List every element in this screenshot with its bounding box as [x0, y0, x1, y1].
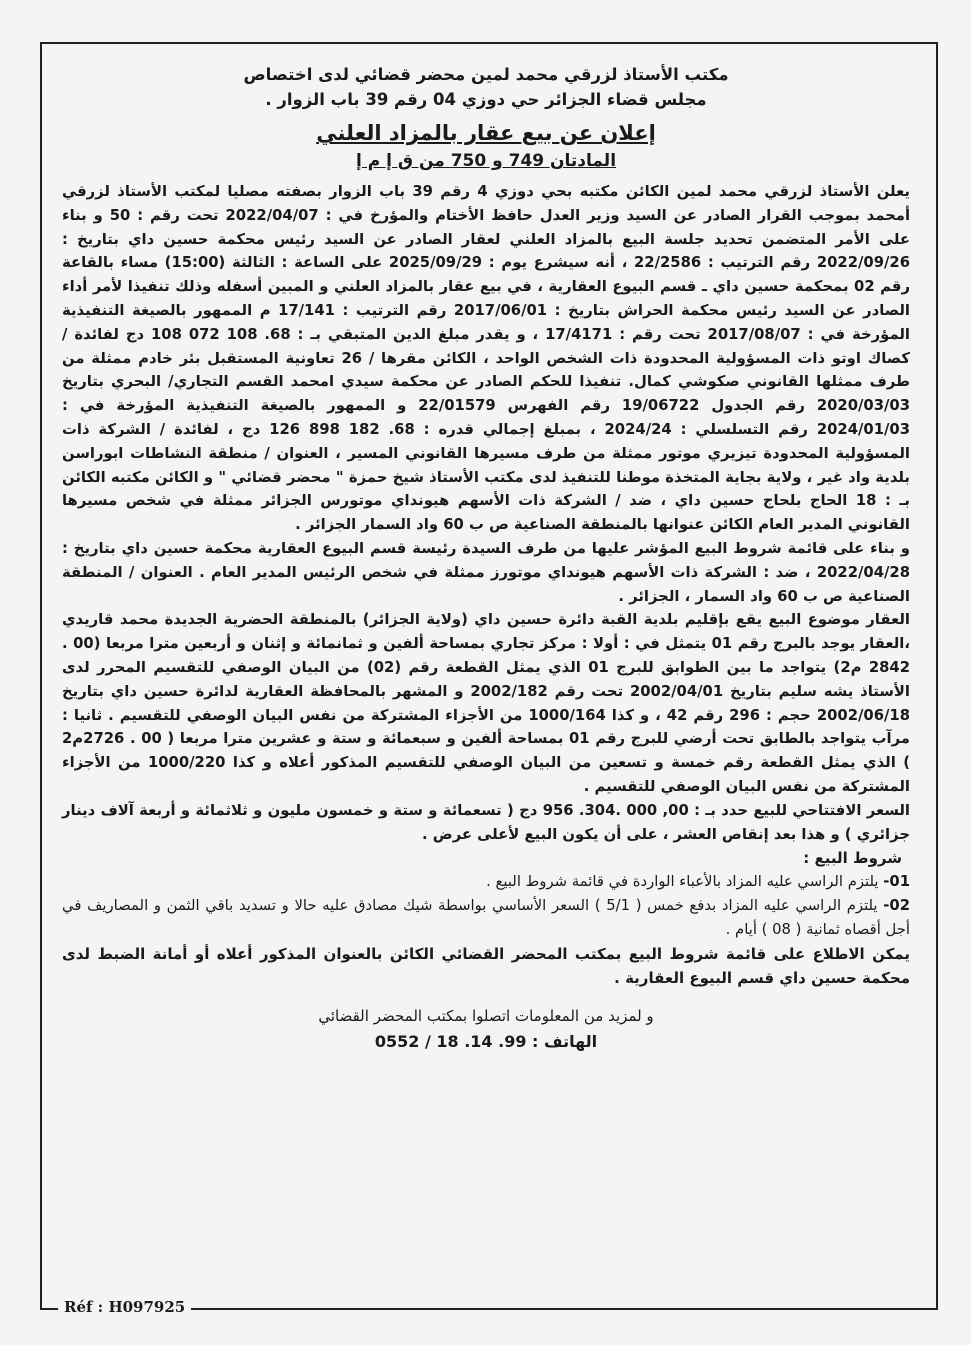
condition-number: 01- [883, 873, 910, 891]
contact-line: و لمزيد من المعلومات اتصلوا بمكتب المحضر القضائي [318, 1006, 654, 1025]
body-paragraph-conditions-list: و بناء على قائمة شروط البيع المؤشر عليها من طرف السيدة رئيسة قسم البيوع العقارية محكمة حسين داي بتاريخ : 2022/04/28 ، ضد : الشركة ذات الأسهم هيونداي موتورز ممثلة في شخص الرئيس المدير العام . العنوان / المنطقة الصناعية ص ب 60 واد السمار ، الجزائر . [62, 539, 910, 605]
legal-articles: المادتان 749 و 750 من ق إ م إ [355, 151, 617, 171]
reference-number: Réf : H097925 [58, 1298, 191, 1316]
body-paragraph-opening-price: السعر الافتتاحي للبيع حدد بـ : 00, 000 .304. 956 دج ( تسعمائة و ستة و خمسون مليون و ثلاثمائة و أربعة آلاف دينار جزائري ) و هذا بعد إنقاص العشر ، على أن يكون البيع لأعلى عرض . [62, 801, 911, 843]
condition-text: يلتزم الراسي عليه المزاد بالأعباء الواردة في قائمة شروط البيع . [486, 873, 879, 891]
sale-condition-item [62, 894, 910, 942]
body-paragraph-main: يعلن الأستاذ لزرقي محمد لمين الكائن مكتبه بحي دوزي 4 رقم 39 باب الزوار بصفته مصليا لمكتب الأستاذ لزرقي أمحمد بموجب القرار الصادر عن السيد وزير العدل حافظ الأختام والمؤرخ في : 2022/04/07 تحت رقم : 50 و بناء على الأمر المتضمن تحديد جلسة البيع بالمزاد العلني لعقار الصادر عن السيد رئيس محكمة حسين داي بتاريخ : 2022/09/26 رقم الترتيب : 22/2586 ، أنه سيشرع يوم : 2025/09/29 على الساعة : الثالثة (15:00) مساء بالقاعة رقم 02 بمحكمة حسين داي ـ قسم البيوع العقارية ، في بيع عقار بالمزاد العلني و المبين أسفله وذلك تنفيذا لأمر أداء الصادر عن السيد رئيس محكمة الحراش بتاريخ : 2017/06/01 رقم الترتيب : 17/141 م الممهور بالصيغة التنفيذية المؤرخة في : 2017/08/07 تحت رقم : 17/4171 ، و يقدر مبلغ الدين المتبقي بـ : 68. 108 072 108 دج لفائدة / كصاك اوتو ذات المسؤولية المحدودة ذات الشخص الواحد ، الكائن مقرها / 26 تعاونية المستقبل بئر خادم ممثلة من طرف ممثلها القانوني صكوشي كمال. تنفيذا للحكم الصادر عن محكمة سيدي امحمد القسم التجاري/ البحري بتاريخ 2020/03/03 رقم الجدول 19/06722 رقم الفهرس 22/01579 و الممهور بالصيغة التنفيذية المؤرخة في : 2024/01/03 رقم التسلسلي : 2024/24 ، بمبلغ إجمالي قدره : 68. 182 898 126 دج ، لفائدة / الشركة ذات المسؤولية المحدودة تيزيري موتور ممثلة من طرف مسيرها القانوني المسير ، العنوان / منطقة النشاطات ابوراسن بلدية واد غير ، ولاية بجاية المتخذة موطنا للتنفيذ لدى مكتب الأستاذ شيخ حمزة " محضر قضائي " و الكائن مكتبه الكائن بـ : 18 الحاج بلحاج حسين داي ، ضد / الشركة ذات الأسهم هيونداي موتورس الجزائر ممثلة في شخص مسيرها القانوني المدير العام الكائن عنوانها بالمنطقة الصناعية ص ب 60 واد السمار الجزائر . [62, 183, 911, 534]
announcement [62, 62, 910, 1054]
inspection-notice: يمكن الاطلاع على قائمة شروط البيع بمكتب المحضر القضائي الكائن بالعنوان المذكور أعلاه أو أمانة الضبط لدى محكمة حسين داي قسم البيوع العقارية . [62, 944, 910, 987]
body-paragraph-property: العقار موضوع البيع يقع بإقليم بلدية القبة دائرة حسين داي (ولاية الجزائر) بالمنطقة الحضرية الجديدة محمد قاريدي ،العقار يوجد بالبرج رقم 01 يتمثل في : أولا : مركز تجاري بمساحة ألفين و ثمانمائة و إثنان و أربعين مترا مربعا (00 . 2842 م2) يتواجد ما بين الطوابق للبرج 01 الذي يمثل القطعة رقم (02) من البيان الوصفي للتقسيم المحرر لدى الأستاذ يشه سليم بتاريخ 2002/04/01 تحت رقم 2002/182 و المشهر بالمحافظة العقارية لدائرة حسين داي بتاريخ 2002/06/18 حجم : 296 رقم 42 ، و كذا 1000/164 من الأجزاء المشتركة من نفس البيان الوصفي للتقسيم . ثانيا : مرآب يتواجد بالطابق تحت أرضي للبرج رقم 01 بمساحة ألفين و سبعمائة و ستة و عشرين مترا مربعا ( 00 . 2726م2 ) الذي يمثل القطعة رقم خمسة و تسعين من البيان الوصفي للتقسيم المذكور أعلاه و كذا 1000/220 من الأجزاء المشتركة من نفس البيان الوصفي للتقسيم . [62, 611, 911, 795]
office-header-line-1: مكتب الأستاذ لزرقي محمد لمين محضر قضائي لدى اختصاص [243, 65, 729, 84]
sale-condition-item [62, 870, 910, 894]
condition-number: 02- [883, 897, 910, 915]
phone-number: الهاتف : 99. 14. 18 / 0552 [374, 1031, 598, 1051]
condition-text: يلتزم الراسي عليه المزاد بدفع خمس ( 5/1 ) السعر الأساسي بواسطة شيك مصادق عليه حالا و تسديد باقي الثمن و المصاريف في أجل أقصاه ثمانية ( 08 ) أيام . [62, 897, 910, 938]
sale-conditions-title: شروط البيع : [803, 849, 902, 868]
announcement-title: إعلان عن بيع عقار بالمزاد العلني [316, 121, 656, 145]
office-header-line-2: مجلس قضاء الجزائر حي دوزي 04 رقم 39 باب الزوار . [265, 90, 707, 109]
